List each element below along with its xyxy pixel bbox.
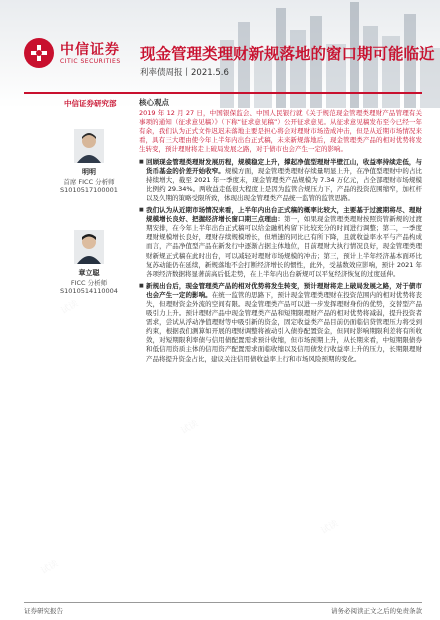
header-divider [24,92,422,94]
list-item [139,158,422,203]
analyst-card [54,230,124,295]
footer-divider [24,602,422,603]
avatar [74,129,104,163]
avatar [74,230,104,264]
intro-paragraph: 2019 年 12 月 27 日，中国银保监会、中国人民银行就《关于规范现金管理类理财产品管理有关事项的通知（征求意见稿）》（下称“征求意见稿”）公开征求意见。从征求意见稿发布至今已经一年有余，我们认为正式文件迟迟未落地主要是担心将会对理财市场造成冲击，但是从近期市场情况来看，具有三大理由使今年上半年内出台正式稿，未来新规落地后，现金管理类产品的相对优势将发生转变，预计理财将走上破局发展之路，对于债市也会产生一定的影响。 [139,109,422,154]
watermark: 试读 [179,418,201,437]
report-subtitle: 利率债周报丨2021.5.6 [140,68,229,78]
report-title: 现金管理类理财新规落地的窗口期可能临近 [140,45,435,63]
footer-left: 证券研究报告 [24,607,63,615]
analyst-name: 章立聪 [78,269,100,277]
analyst-name: 明明 [82,168,96,176]
citic-logo-icon [24,38,54,68]
bullet-text: 第一，如果现金管理类理财按照资管新规的过渡期安排，在今年上半年出台正式稿可以给金融机构留下比较充分的时间进行调整；第二，一季度理财规模增长良好，理财存续规模增长，但增速的同比已有所下降，且就收益率水平与产品构成而言，产品净值型产品在新发行中逐渐占据主体地位，目前理财大执行情况良好，现金管理类理财新规正式稿在此时出台，可以减轻对理财市场规模的冲击；第三，预计上半年经济基本面环比复苏动能仍在延续，新规落地不会打断经济增长的惯性，此外，受基数效应影响，预计 2021 年各项经济数据将显著前高后低走势，在上半年内出台新规可以平复经济恢复的过度延伸。 [146,215,423,278]
bullet-list [139,158,422,364]
analyst-card [54,129,124,194]
core-heading: 核心观点 [139,98,169,107]
core-viewpoints [139,98,422,367]
watermark: 试读 [59,298,81,317]
bullet-lead: 新规出台后，现金管理类产品的相对优势将发生转变，预计理财将走上破局发展之路，对于债市也会产生一定的影响。 [146,281,422,299]
logo-text-cn: 中信证券 [60,41,120,58]
watermark: 试读 [39,558,61,577]
analyst-column [14,98,126,295]
analyst-role: FICC 分析师 [70,279,108,287]
research-dept: 中信证券研究部 [64,99,117,108]
analyst-role: 首席 FICC 分析师 [63,178,115,186]
watermark: 试读 [319,518,341,537]
analyst-code: S1010517100001 [60,186,118,194]
bullet-text: 规模方面，现金管理类理财存续量明显上升，在净值型理财中的占比持续增大，截至 2021 年一季度末，现金管理类产品规模为 7.34 万亿元，占全部理财市场规模比例约 29.34%。两收益走低很大程度上是因为监管合规压力下，产品的投资范围缩窄，加杠杆以及久期的策略受限所致，体现出现金管理类产品统一监管的监管思路。 [146,166,423,202]
logo-text-en: CITIC SECURITIES [60,57,121,65]
citic-logo [24,38,121,68]
bullet-lead: 回顾现金管理类理财发展历程，规模稳定上升，撑起净值型理财半壁江山，收益率持续走低，与货币基金的价差开始收窄。 [146,157,422,175]
footer-disclaimer: 请务必阅读正文之后的免责条款 [331,607,422,615]
bullet-text: 在统一监管的思路下，预计现金管理类理财在投资范围内的相对优势将丧失，但理财资金外流的空间有限。现金管理类产品可以进一步发挥理财身份的优势，交替型产品吸引力上升。预计理财产品中现金管理类产品和短期限理财产品的相对优势将减弱，提升投资者需求，尝试从浮动净值理财等中吸引新的资金，固定收益类产品目前仍面临信贷管理压力将受到约束，根据我们测算如开展的理财调整将被动引入债券配置资金，但同时影响期限利差将有所收敛，对短期限利率债与信用债配置需求预计收缩，但市场预期上升，从长期来看，中短期限债券和低信用资质主体的信用资产配置需求面临收缩以及信用债发行收益率上升的压力，长期限理财产品将提升资金占比，建议关注信用债收益率上行和市场风险预期的变化。 [146,290,423,363]
bullet-lead: 我们认为从近期市场情况来看，上半年内出台正式稿的概率比较大，主要基于过渡期将尽、理财规模增长良好、把握经济增长窗口期三点理由： [146,206,422,224]
list-item [139,282,422,364]
analyst-code: S1010514110004 [60,287,118,295]
list-item [139,206,422,279]
